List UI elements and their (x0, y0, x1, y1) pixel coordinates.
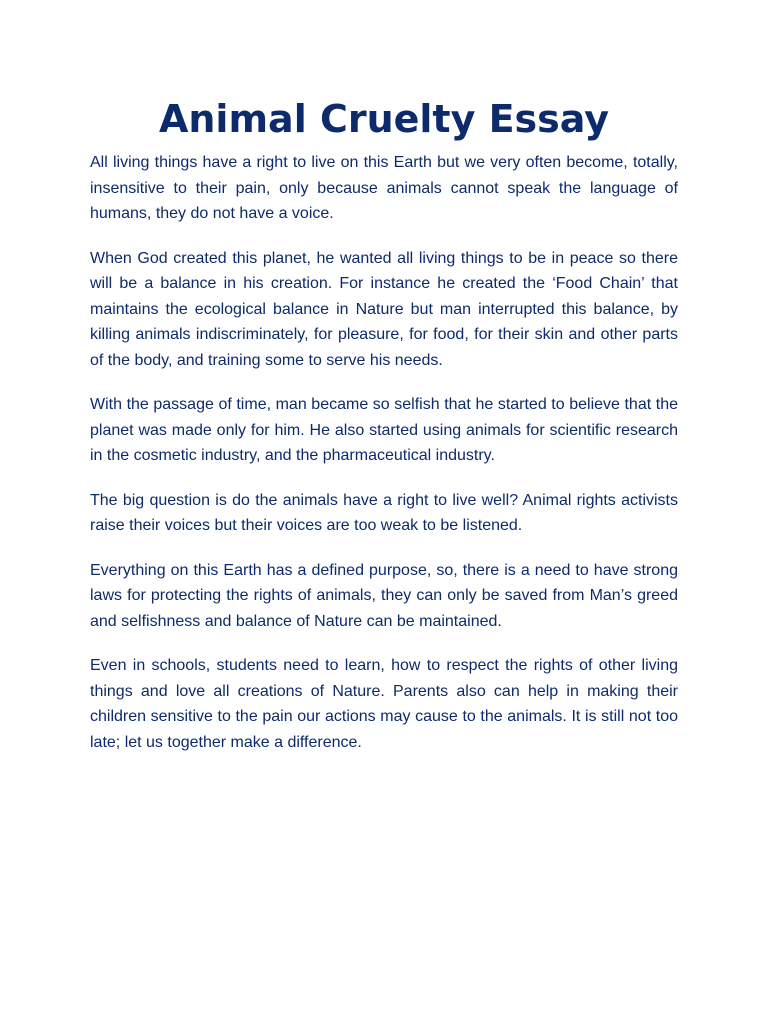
essay-body (90, 150, 678, 774)
paragraph-5: Everything on this Earth has a defined purpose, so, there is a need to have strong laws for protecting the rights of animals, they can only be saved from Man’s greed and selfishness and balance of Nature can be maintained. (90, 561, 678, 630)
paragraph-6: Even in schools, students need to learn, how to respect the rights of other living things and love all creations of Nature. Parents also can help in making their children sensitive to the pain our actions may cause to the animals. It is still not too late; let us together make a difference. (90, 657, 678, 751)
paragraph-4: The big question is do the animals have a right to live well? Animal rights activists raise their voices but their voices are too weak to be listened. (90, 491, 678, 534)
paragraph-1: All living things have a right to live on this Earth but we very often become, totally, insensitive to their pain, only because animals cannot speak the language of humans, they do not have a voice. (90, 154, 678, 222)
paragraph-3: With the passage of time, man became so selfish that he started to believe that the planet was made only for him. He also started using animals for scientific research in the cosmetic industry, and the pharmaceutical industry. (90, 396, 678, 464)
essay-title: Animal Cruelty Essay (158, 97, 610, 141)
paragraph-2: When God created this planet, he wanted all living things to be in peace so there will be a balance in his creation. For instance he created the ‘Food Chain’ that maintains the ecological balance in Nature but man interrupted this balance, by killing animals indiscriminately, for pleasure, for food, for their skin and other parts of the body, and training some to serve his needs. (90, 249, 678, 369)
